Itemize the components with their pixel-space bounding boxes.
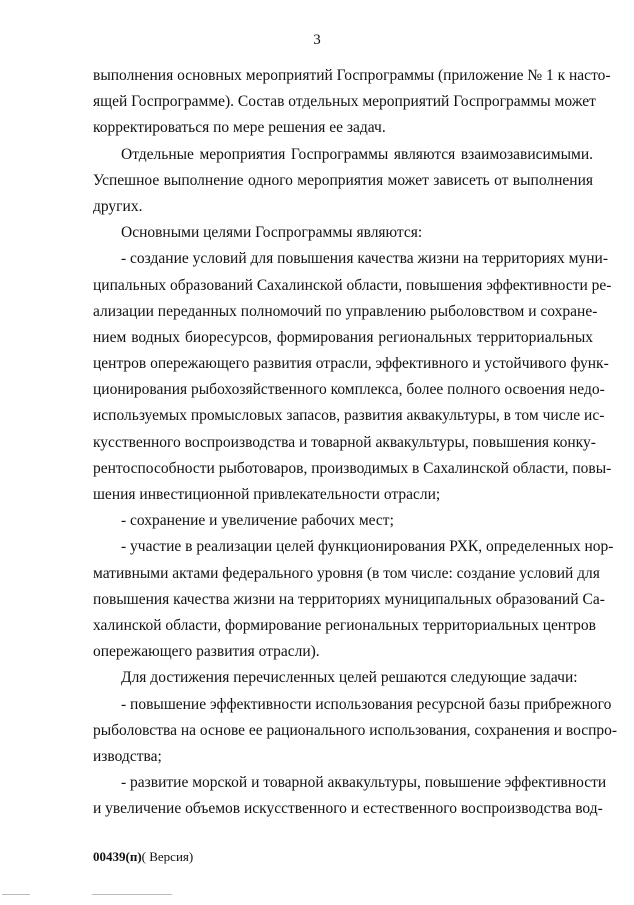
text-line: повышения качества жизни на территориях муниципальных образований Са- — [93, 590, 605, 608]
text-line: ципальных образований Сахалинской области, повышения эффективности ре- — [93, 276, 612, 294]
text-line: - развитие морской и товарной аквакультуры, повышение эффективности — [121, 774, 607, 792]
text-line: - создание условий для повышения качества жизни на территориях муни- — [121, 250, 608, 268]
text-line: используемых промысловых запасов, развития аквакультуры, в том числе ис- — [93, 407, 605, 425]
paragraph — [93, 63, 611, 142]
text-line: Отдельные мероприятия Госпрограммы являются взаимозависимыми. — [121, 145, 593, 163]
text-line: мативными актами федерального уровня (в том числе: создание условий для — [93, 564, 600, 582]
text-line: - повышение эффективности использования ресурсной базы прибрежного — [121, 695, 612, 713]
text-line: центров опережающего развития отрасли, эффективного и устойчивого функ- — [93, 355, 609, 373]
paragraph — [93, 508, 593, 534]
text-line: опережающего развития отрасли). — [93, 643, 320, 661]
text-line: халинской области, формирование региональных территориальных центров — [93, 616, 596, 634]
footer-version: ( Версия) — [141, 849, 194, 864]
text-line: Для достижения перечисленных целей решаются следующие задачи: — [121, 669, 578, 687]
text-line: - сохранение и увеличение рабочих мест; — [121, 512, 394, 530]
paragraph — [93, 220, 593, 246]
footer-code: 00439(п) — [93, 849, 142, 864]
page-number: 3 — [313, 32, 321, 48]
scan-artifact-line — [2, 894, 30, 895]
text-line: корректироваться по мере решения ее задач. — [93, 119, 386, 137]
text-line: Основными целями Госпрограммы являются: — [121, 224, 423, 242]
paragraph — [93, 534, 614, 665]
text-line: нием водных биоресурсов, формирования региональных территориальных — [93, 328, 593, 346]
text-line: - участие в реализации целей функционирования РХК, определенных нор- — [121, 538, 614, 556]
document-body — [93, 63, 618, 822]
text-line: и увеличение объемов искусственного и естественного воспроизводства вод- — [93, 800, 603, 818]
paragraph — [93, 142, 593, 221]
paragraph — [93, 692, 618, 771]
scan-artifact-line — [92, 894, 172, 895]
text-line: выполнения основных мероприятий Госпрограммы (приложение № 1 к насто- — [93, 67, 611, 84]
text-line: рентоспособности рыботоваров, производимых в Сахалинской области, повы- — [93, 459, 612, 477]
paragraph — [93, 246, 612, 508]
paragraph — [93, 770, 607, 822]
text-line: других. — [93, 197, 143, 215]
text-line: Успешное выполнение одного мероприятия может зависеть от выполнения — [93, 171, 593, 189]
text-line: кусственного воспроизводства и товарной аквакультуры, повышения конку- — [93, 433, 596, 451]
text-line: ящей Госпрограмме). Состав отдельных мероприятий Госпрограммы может — [93, 93, 596, 111]
text-line: изводства; — [93, 747, 162, 765]
text-line: ционирования рыбохозяйственного комплекса, более полного освоения недо- — [93, 381, 605, 399]
text-line: шения инвестиционной привлекательности отрасли; — [93, 486, 441, 503]
document-footer — [93, 849, 193, 865]
paragraph — [93, 665, 593, 691]
text-line: ализации переданных полномочий по управлению рыболовством и сохране- — [93, 302, 598, 320]
text-line: рыболовства на основе ее рационального использования, сохранения и воспро- — [93, 721, 618, 739]
